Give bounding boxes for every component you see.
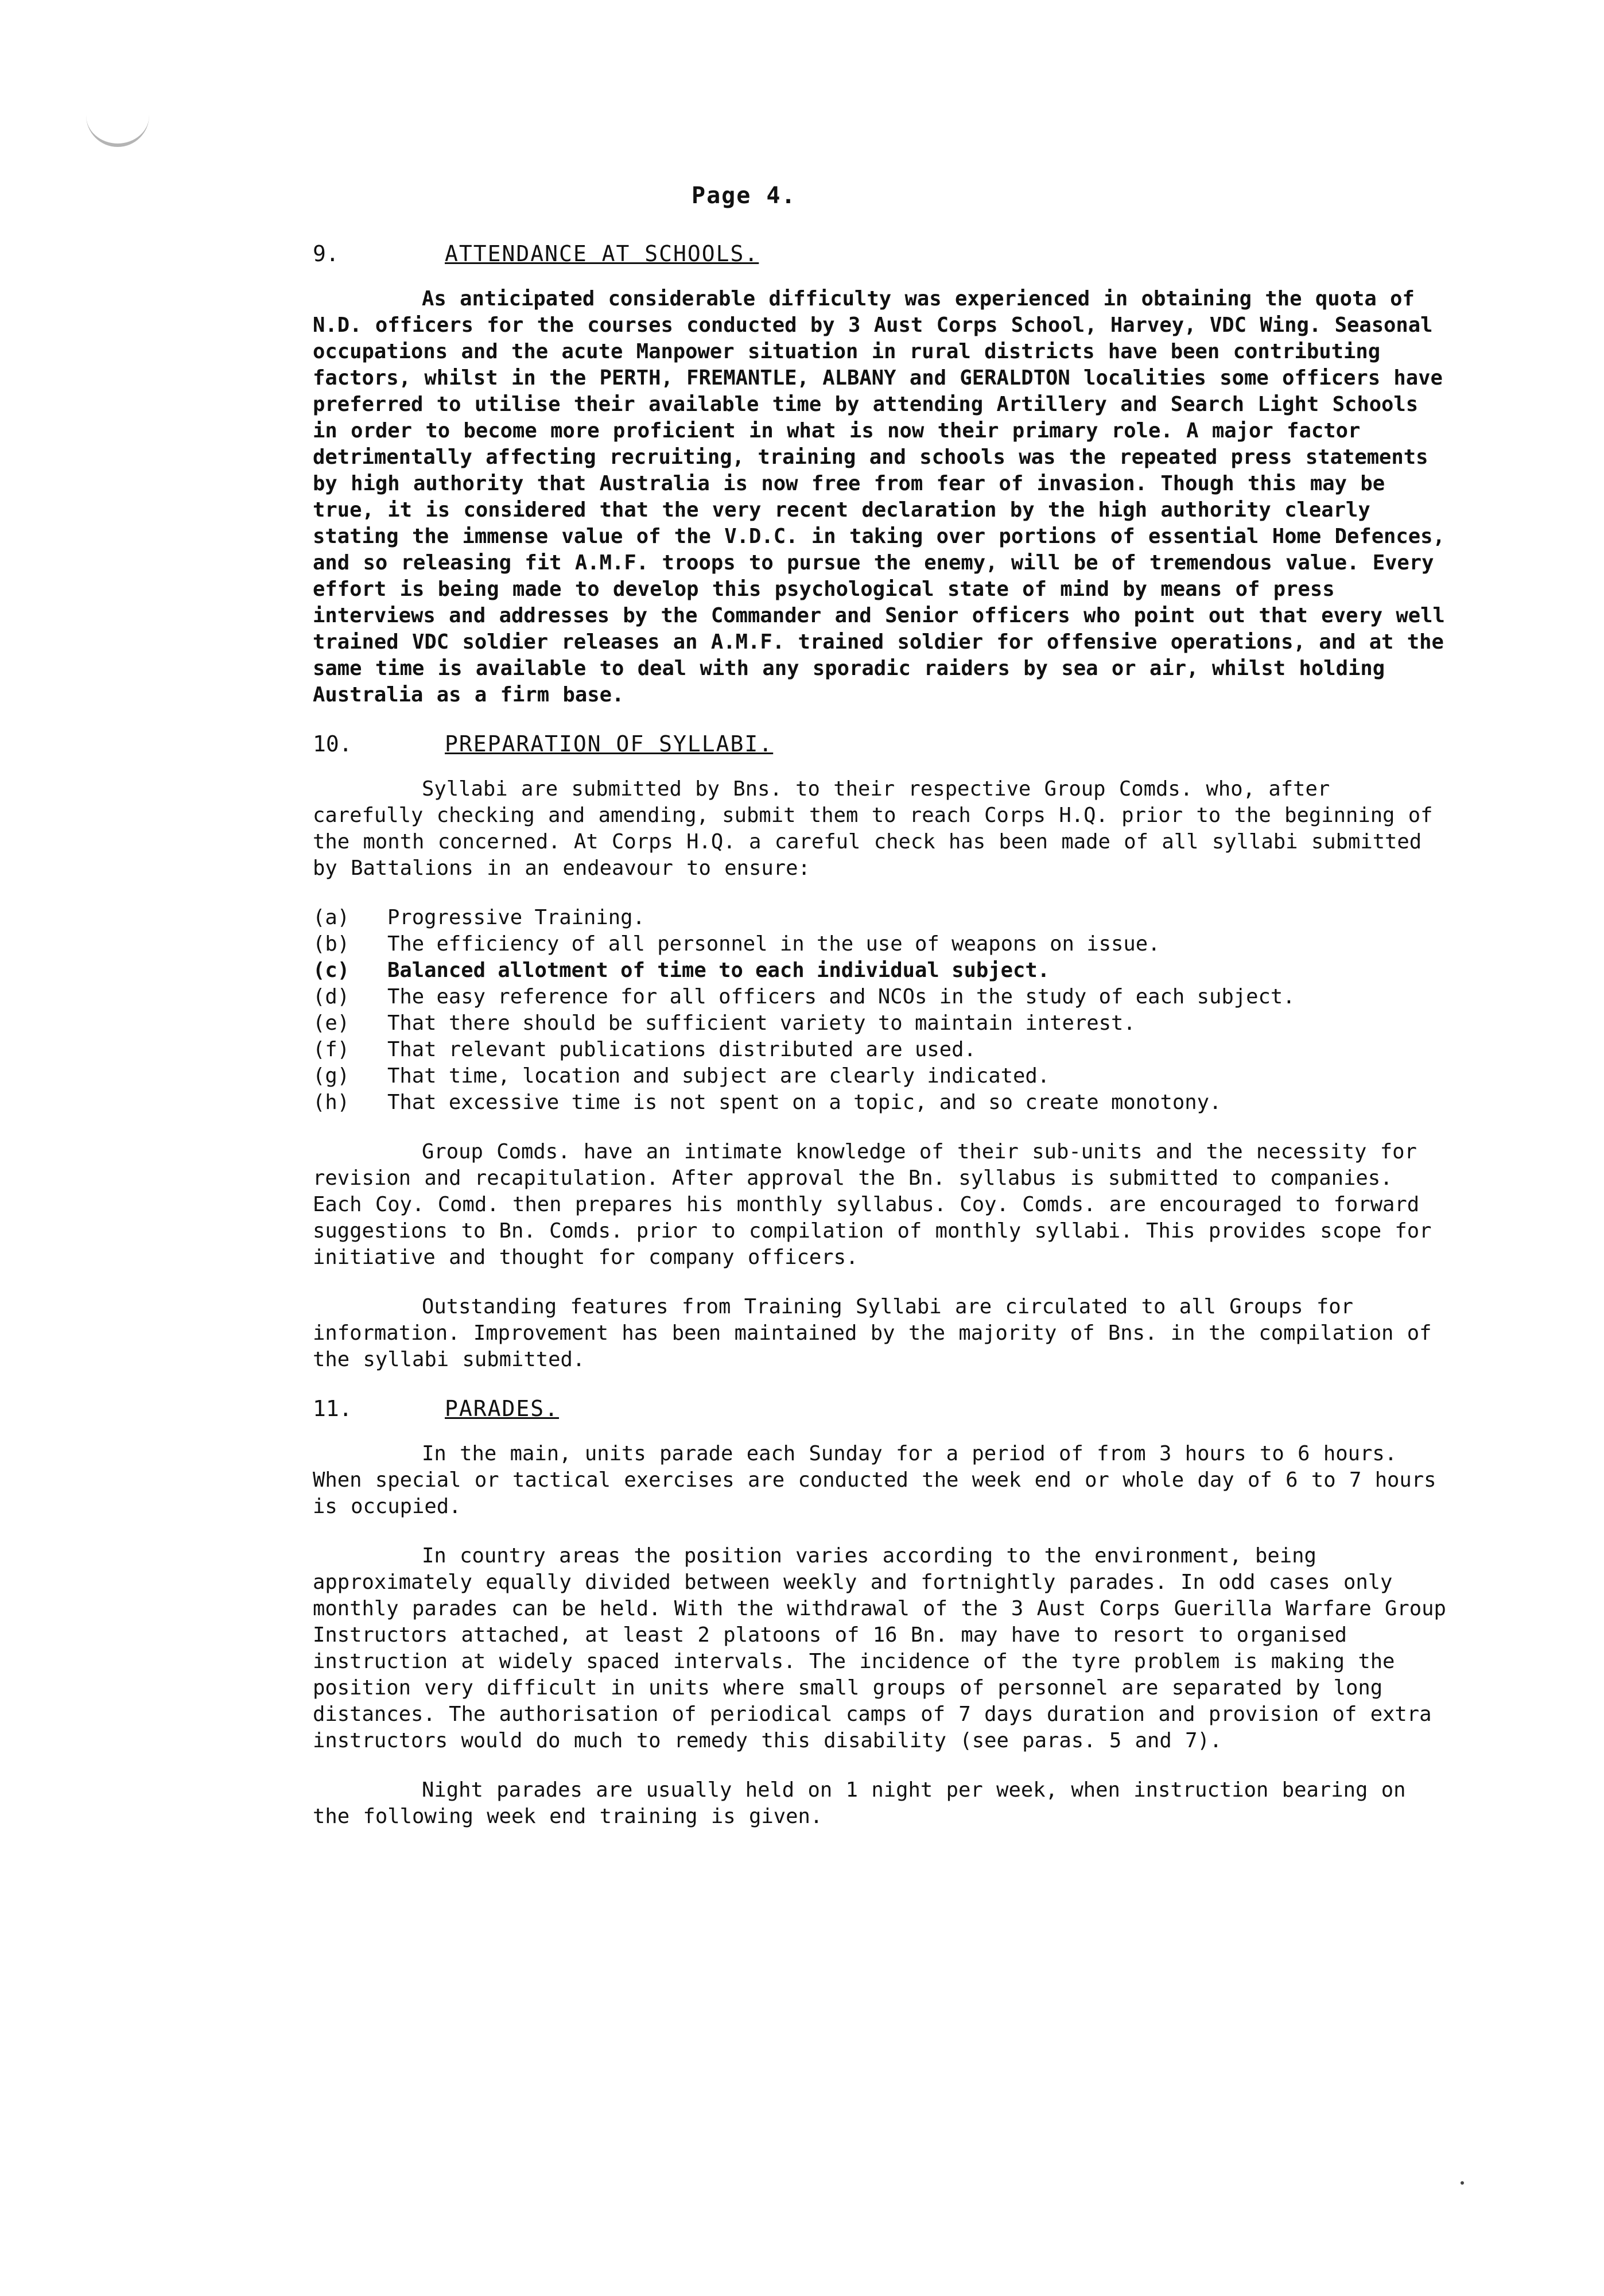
list-text: That there should be sufficient variety to maintain interest. bbox=[387, 1011, 1136, 1035]
section-attendance-at-schools bbox=[313, 241, 1449, 708]
list-item bbox=[313, 1010, 1449, 1037]
list-item bbox=[313, 984, 1449, 1010]
list-text: The easy reference for all officers and NCOs in the study of each subject. bbox=[387, 985, 1295, 1009]
list-marker: (f) bbox=[313, 1038, 350, 1061]
list-text: The efficiency of all personnel in the use of weapons on issue. bbox=[387, 932, 1160, 956]
list-item bbox=[313, 1037, 1449, 1063]
paragraph: Outstanding features from Training Syllabi are circulated to all Groups for information. Improvement has been maintained by the majority of Bns. in the compilation of the syllabi submitted. bbox=[313, 1295, 1432, 1371]
paragraph: As anticipated considerable difficulty was experienced in obtaining the quota of N.D. officers for the courses conducted by 3 Aust Corps School, Harvey, VDC Wing. Seasonal occupations and the acute Manpower situation in rural districts have been contributing factors, whilst in the PERTH, FREMANTLE, ALBANY and GERALDTON localities some officers have preferred to utilise their available time by attending Artillery and Search Light Schools in order to become more proficient in what is now their primary role. A major factor detrimentally affecting recruiting, training and schools was the repeated press statements by high authority that Australia is now free from fear of invasion. Though this may be true, it is considered that the very recent declaration by the high authority clearly stating the immense value of the V.D.C. in taking over portions of essential Home Defences, and so releasing fit A.M.F. troops to pursue the enemy, will be of tremendous value. Every effort is being made to develop this psychological state of mind by means of press interviews and addresses by the Commander and Senior officers who point out that every well trained VDC soldier releases an A.M.F. trained soldier for offensive operations, and at the same time is available to deal with any sporadic raiders by sea or air, whilst holding Australia as a firm base. bbox=[313, 287, 1445, 707]
section-parades bbox=[313, 1396, 1449, 1830]
scan-speck bbox=[1461, 2181, 1464, 2185]
section-heading bbox=[313, 731, 1449, 757]
list-item bbox=[313, 1063, 1449, 1089]
list-marker: (d) bbox=[313, 985, 350, 1009]
list-item bbox=[313, 1089, 1449, 1116]
list-marker: (b) bbox=[313, 932, 350, 956]
list-text: That time, location and subject are clearly indicated. bbox=[387, 1064, 1050, 1088]
list-marker: (e) bbox=[313, 1011, 350, 1035]
paragraph: In country areas the position varies according to the environment, being approximately equally divided between weekly and fortnightly parades. In odd cases only monthly parades can be held. With the withdrawal of the 3 Aust Corps Guerilla Warfare Group Instructors attached, at least 2 platoons of 16 Bn. may have to resort to organised instruction at widely spaced intervals. The incidence of the tyre problem is making the position very difficult in units where small groups of personnel are separated by long distances. The authorisation of periodical camps of 7 days duration and provision of extra instructors would do much to remedy this disability (see paras. 5 and 7). bbox=[313, 1544, 1446, 1752]
section-number: 10. bbox=[313, 731, 352, 757]
list-text: That excessive time is not spent on a topic, and so create monotony. bbox=[387, 1091, 1222, 1114]
section-heading bbox=[313, 1396, 1449, 1421]
list-item bbox=[313, 931, 1449, 957]
section-number: 11. bbox=[313, 1396, 352, 1421]
list-marker: (g) bbox=[313, 1064, 350, 1088]
section-title: PREPARATION OF SYLLABI. bbox=[445, 731, 774, 757]
list-text: That relevant publications distributed are used. bbox=[387, 1038, 976, 1061]
list-marker: (a) bbox=[313, 906, 350, 929]
list-item bbox=[313, 957, 1449, 984]
section-title: ATTENDANCE AT SCHOOLS. bbox=[445, 241, 759, 266]
list-item bbox=[313, 905, 1449, 931]
list-text: Balanced allotment of time to each individual subject. bbox=[387, 959, 1050, 982]
section-heading bbox=[313, 241, 1449, 266]
paragraph: Syllabi are submitted by Bns. to their respective Group Comds. who, after carefully checking and amending, submit them to reach Corps H.Q. prior to the beginning of the month concerned. At Corps H.Q. a careful check has been made of all syllabi submitted by Battalions in an endeavour to ensure: bbox=[313, 777, 1433, 880]
list-text: Progressive Training. bbox=[387, 906, 645, 929]
list-marker: (h) bbox=[313, 1091, 350, 1114]
section-number: 9. bbox=[313, 241, 339, 266]
section-title: PARADES. bbox=[445, 1396, 560, 1421]
page-number: Page 4. bbox=[692, 183, 797, 209]
paragraph: Group Comds. have an intimate knowledge of their sub-units and the necessity for revision and recapitulation. After approval the Bn. syllabus is submitted to companies. Each Coy. Comd. then prepares his monthly syllabus. Coy. Comds. are encouraged to forward suggestions to Bn. Comds. prior to compilation of monthly syllabi. This provides scope for initiative and thought for company officers. bbox=[313, 1140, 1432, 1269]
criteria-list bbox=[313, 905, 1449, 1116]
list-marker: (c) bbox=[313, 959, 350, 982]
scan-mark bbox=[86, 109, 149, 147]
document-body bbox=[313, 230, 1449, 1853]
section-preparation-of-syllabi bbox=[313, 731, 1449, 1373]
paragraph: In the main, units parade each Sunday for a period of from 3 hours to 6 hours. When special or tactical exercises are conducted the week end or whole day of 6 to 7 hours is occupied. bbox=[313, 1442, 1436, 1518]
paragraph: Night parades are usually held on 1 night per week, when instruction bearing on the following week end training is given. bbox=[313, 1778, 1406, 1828]
